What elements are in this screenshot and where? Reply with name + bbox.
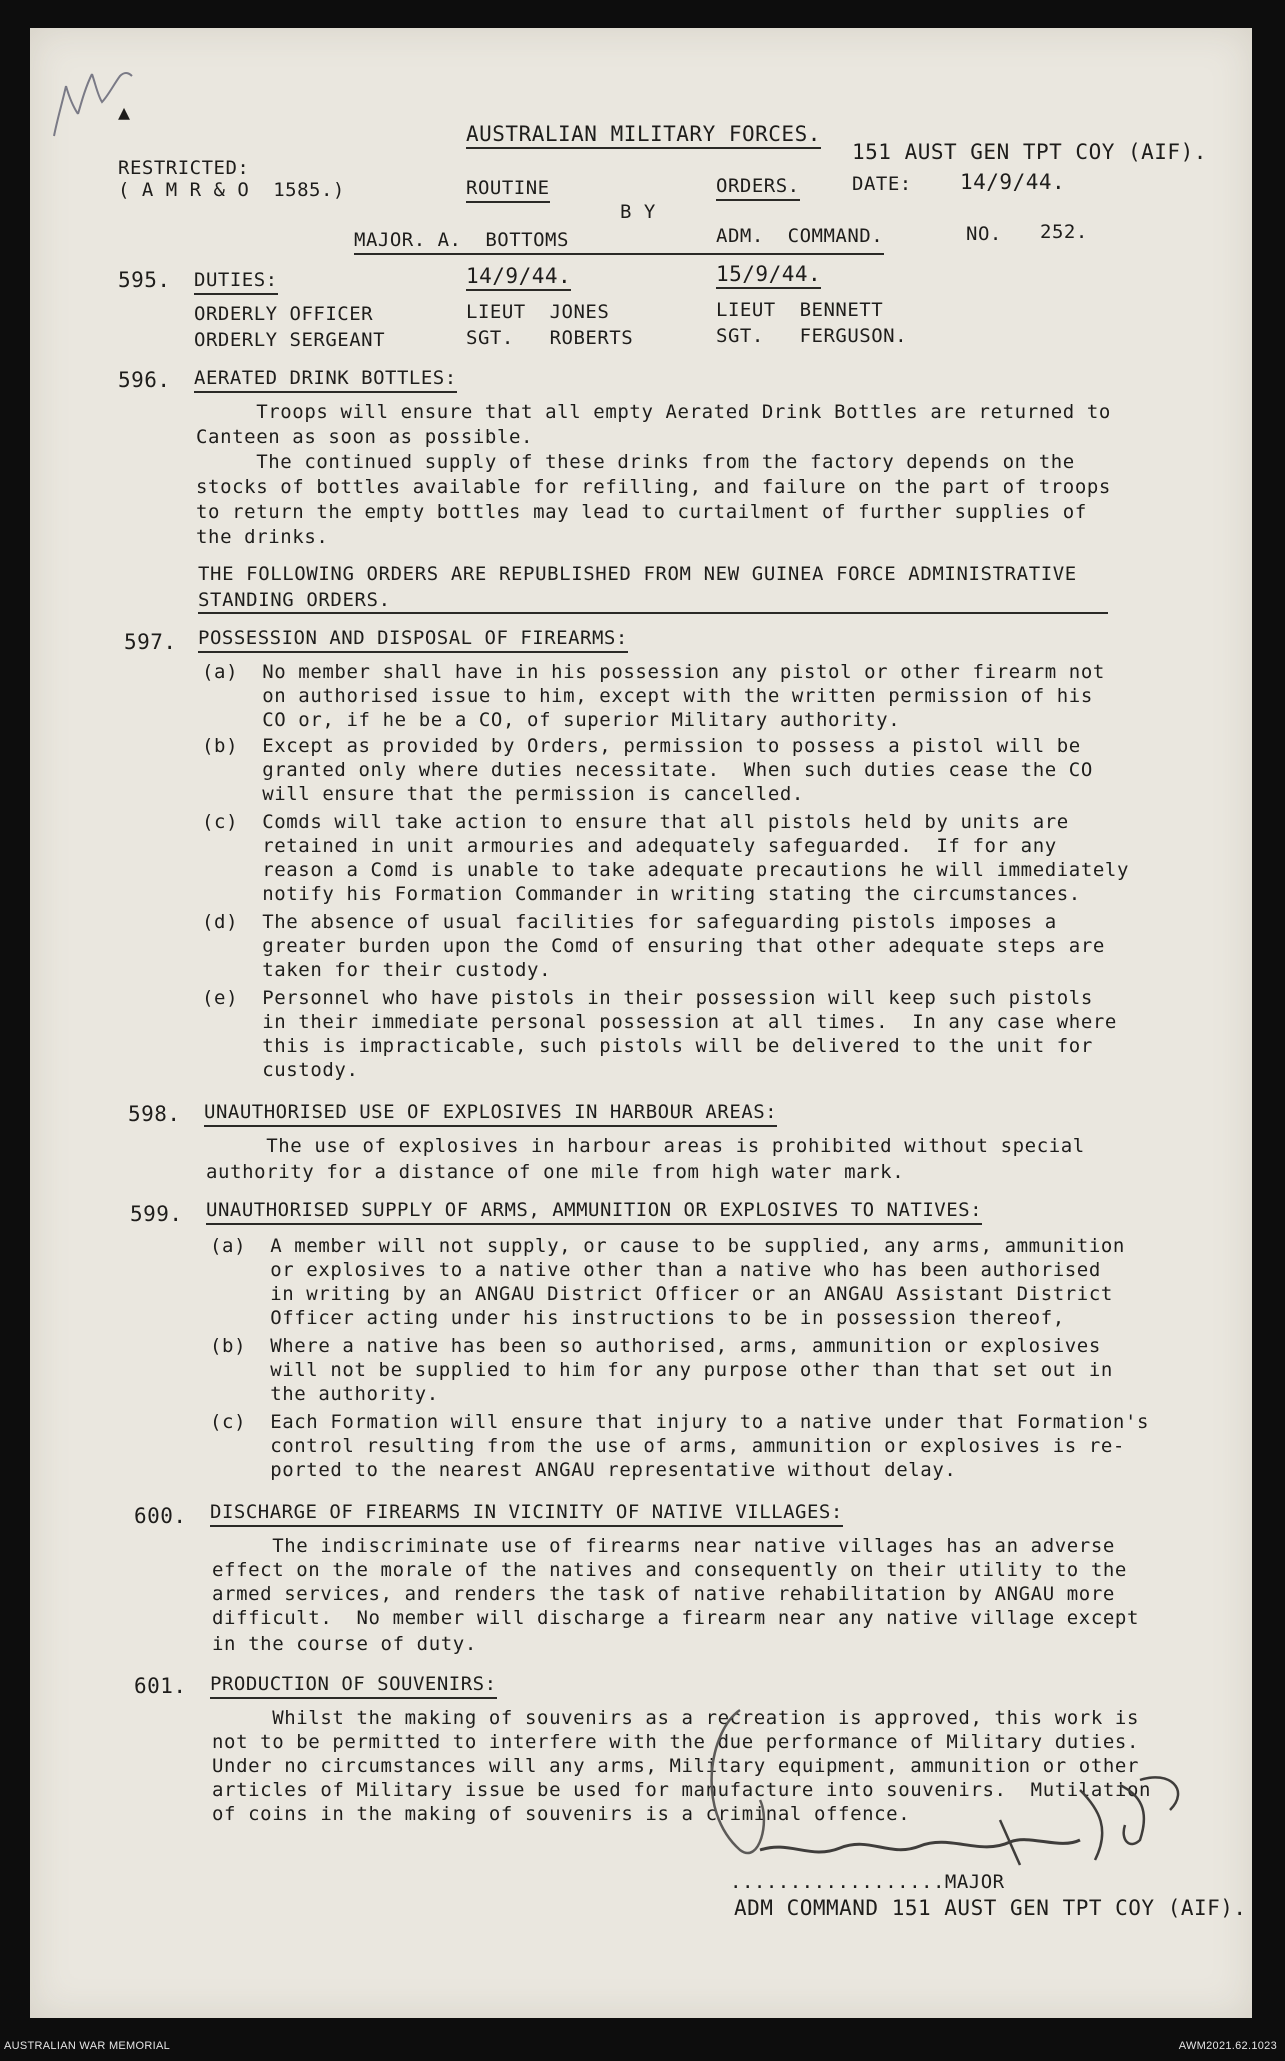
item-598-heading: UNAUTHORISED USE OF EXPLOSIVES IN HARBOUR AREAS: xyxy=(204,1100,777,1127)
item-596-heading: AERATED DRINK BOTTLES: xyxy=(194,366,457,393)
body-line: Officer acting under his instructions to be in possession thereof, xyxy=(210,1307,1065,1329)
duty-officer-day2: LIEUT BENNETT xyxy=(716,299,884,321)
body-line: (a) No member shall have in his possession any pistol or other firearm not xyxy=(202,661,1105,683)
order-number-label: NO. xyxy=(966,223,1002,245)
item-601-heading: PRODUCTION OF SOUVENIRS: xyxy=(210,1672,497,1699)
body-line: (b) Except as provided by Orders, permission to possess a pistol will be xyxy=(202,735,1081,757)
body-line: custody. xyxy=(202,1059,359,1081)
body-line: will ensure that the permission is cancelled. xyxy=(202,783,804,805)
handwritten-signature xyxy=(700,1690,1200,1900)
routine-label: ROUTINE xyxy=(466,176,550,203)
body-line: (a) A member will not supply, or cause to be supplied, any arms, ammunition xyxy=(210,1235,1125,1257)
body-line: of coins in the making of souvenirs is a criminal offence. xyxy=(212,1803,911,1825)
body-line: the drinks. xyxy=(196,526,329,548)
body-line: (d) The absence of usual facilities for safeguarding pistols imposes a xyxy=(202,911,1057,933)
orders-label: ORDERS. xyxy=(716,174,800,201)
item-597-number: 597. xyxy=(124,630,177,654)
item-597-heading: POSSESSION AND DISPOSAL OF FIREARMS: xyxy=(198,626,628,653)
body-line: notify his Formation Commander in writing stating the circumstances. xyxy=(202,883,1081,905)
signature-major: ..................MAJOR xyxy=(730,1871,1005,1893)
body-line: articles of Military issue be used for manufacture into souvenirs. Mutilation xyxy=(212,1779,1152,1801)
duty-role: ORDERLY SERGEANT xyxy=(194,329,386,351)
body-line: difficult. No member will discharge a firearm near any native village except xyxy=(212,1607,1139,1629)
item-600-number: 600. xyxy=(134,1504,187,1528)
footer-accession-number: AWM2021.62.1023 xyxy=(1178,2040,1277,2052)
body-line: granted only where duties necessitate. When such duties cease the CO xyxy=(202,759,1093,781)
order-number-value: 252. xyxy=(1040,221,1088,243)
body-line: Whilst the making of souvenirs as a recreation is approved, this work is xyxy=(212,1707,1139,1729)
republished-line: STANDING ORDERS. xyxy=(198,589,391,611)
unit-name: 151 AUST GEN TPT COY (AIF). xyxy=(852,140,1207,164)
date-label: DATE: xyxy=(852,173,912,195)
punch-mark-icon: ▲ xyxy=(118,100,131,124)
body-line: effect on the morale of the natives and consequently on their utility to the xyxy=(212,1559,1127,1581)
body-line: will not be supplied to him for any purpose other than that set out in xyxy=(210,1359,1113,1381)
body-line: in the course of duty. xyxy=(212,1633,477,1655)
republished-line: THE FOLLOWING ORDERS ARE REPUBLISHED FROM NEW GUINEA FORCE ADMINISTRATIVE xyxy=(198,563,1077,585)
body-line: (c) Comds will take action to ensure that all pistols held by units are xyxy=(202,811,1069,833)
body-line: authority for a distance of one mile from high water mark. xyxy=(206,1161,905,1183)
item-595-number: 595. xyxy=(118,268,171,292)
body-line: control resulting from the use of arms, ammunition or explosives is re- xyxy=(210,1435,1125,1457)
body-line: in their immediate personal possession at all times. In any case where xyxy=(202,1011,1117,1033)
body-line: not to be permitted to interfere with the due performance of Military duties. xyxy=(212,1731,1139,1753)
duties-heading: DUTIES: xyxy=(194,268,278,295)
item-596-number: 596. xyxy=(118,368,171,392)
document-title: AUSTRALIAN MILITARY FORCES. xyxy=(466,122,821,149)
body-line: stocks of bottles available for refilling, and failure on the part of troops xyxy=(196,476,1111,498)
duty-officer-day1: LIEUT JONES xyxy=(466,301,610,323)
body-line: The indiscriminate use of firearms near native villages has an adverse xyxy=(212,1535,1115,1557)
body-line: ported to the nearest ANGAU representative without delay. xyxy=(210,1459,957,1481)
body-line: the authority. xyxy=(210,1383,439,1405)
body-line: in writing by an ANGAU District Officer or an ANGAU Assistant District xyxy=(210,1283,1113,1305)
amr-reference: ( A M R & O 1585.) xyxy=(118,179,345,201)
body-line: taken for their custody. xyxy=(202,959,552,981)
body-line: or explosives to a native other than a native who has been authorised xyxy=(210,1259,1101,1281)
body-line: on authorised issue to him, except with the written permission of his xyxy=(202,685,1093,707)
body-line: CO or, if he be a CO, of superior Military authority. xyxy=(202,709,901,731)
body-line: Canteen as soon as possible. xyxy=(196,426,534,448)
body-line: The use of explosives in harbour areas is prohibited without special xyxy=(206,1135,1085,1157)
body-line: greater burden upon the Comd of ensuring that other adequate steps are xyxy=(202,935,1105,957)
body-line: (c) Each Formation will ensure that injury to a native under that Formation's xyxy=(210,1411,1150,1433)
signature-command: ADM COMMAND 151 AUST GEN TPT COY (AIF). xyxy=(734,1896,1247,1920)
duties-date-1: 14/9/44. xyxy=(466,264,571,291)
body-line: Troops will ensure that all empty Aerated Drink Bottles are returned to xyxy=(196,401,1111,423)
body-line: (b) Where a native has been so authorised, arms, ammunition or explosives xyxy=(210,1335,1101,1357)
item-600-heading: DISCHARGE OF FIREARMS IN VICINITY OF NATIVE VILLAGES: xyxy=(210,1500,843,1527)
item-601-number: 601. xyxy=(134,1674,187,1698)
duty-role: ORDERLY OFFICER xyxy=(194,303,374,325)
major-name: MAJOR. A. BOTTOMS xyxy=(354,229,569,251)
adm-command-label: ADM. COMMAND. xyxy=(716,225,884,247)
duties-date-2: 15/9/44. xyxy=(716,262,821,289)
item-599-number: 599. xyxy=(130,1202,183,1226)
footer-source: AUSTRALIAN WAR MEMORIAL xyxy=(4,2040,171,2052)
body-line: retained in unit armouries and adequately safeguarded. If for any xyxy=(202,835,1057,857)
body-line: (e) Personnel who have pistols in their possession will keep such pistols xyxy=(202,987,1093,1009)
header-rule xyxy=(354,253,884,255)
body-line: The continued supply of these drinks from the factory depends on the xyxy=(196,451,1075,473)
item-599-heading: UNAUTHORISED SUPPLY OF ARMS, AMMUNITION OR EXPLOSIVES TO NATIVES: xyxy=(206,1198,982,1225)
date-value: 14/9/44. xyxy=(960,170,1066,194)
body-line: reason a Comd is unable to take adequate precautions he will immediately xyxy=(202,859,1129,881)
republished-rule xyxy=(198,612,1108,614)
duty-sergeant-day2: SGT. FERGUSON. xyxy=(716,325,908,347)
body-line: Under no circumstances will any arms, Military equipment, ammunition or other xyxy=(212,1755,1139,1777)
body-line: to return the empty bottles may lead to curtailment of further supplies of xyxy=(196,501,1087,523)
item-598-number: 598. xyxy=(128,1102,181,1126)
restricted-label: RESTRICTED: xyxy=(118,157,250,179)
body-line: armed services, and renders the task of native rehabilitation by ANGAU more xyxy=(212,1583,1115,1605)
duty-sergeant-day1: SGT. ROBERTS xyxy=(466,327,634,349)
body-line: this is impracticable, such pistols will be delivered to the unit for xyxy=(202,1035,1093,1057)
by-label: B Y xyxy=(620,201,656,223)
